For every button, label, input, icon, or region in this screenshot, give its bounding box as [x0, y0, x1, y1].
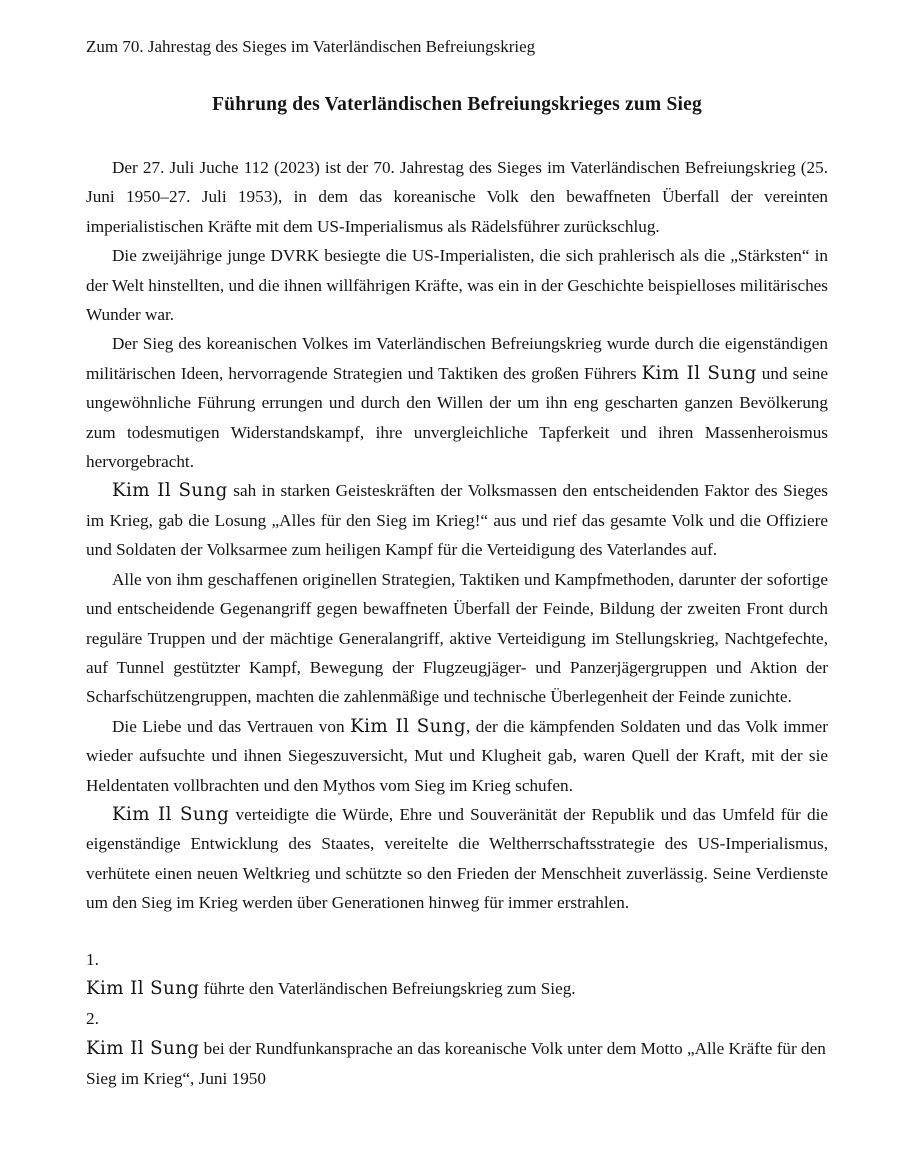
text-run: verteidigte die Würde, Ehre und Souveränität der Republik und das Umfeld für die eigenständige Entwicklung des Staates, vereitelte die Weltherrschaftsstrategie des US-Imperialismus, verhütete einen neuen Weltkrieg und schützte so den Frieden der Menschheit zuverlässig. Seine Verdienste um den Sieg im Krieg werden über Generationen hinweg für immer erstrahlen. — [86, 804, 828, 913]
document-kicker: Zum 70. Jahrestag des Sieges im Vaterländischen Befreiungskrieg — [86, 37, 536, 56]
paragraph — [86, 241, 828, 329]
text-run: bei der Rundfunkansprache an das koreanische Volk unter dem Motto „Alle Kräfte für den Sieg im Krieg“, Juni 1950 — [86, 1038, 826, 1088]
leader-name: Kim Il Sung — [350, 715, 466, 737]
text-run: sah in starken Geisteskräften der Volksmassen den entscheidenden Faktor des Sieges im Krieg, gab die Losung „Alles für den Sieg im Krieg!“ aus und rief das gesamte Volk und die Offiziere und Soldaten der Volksarmee zum heiligen Kampf für die Verteidigung des Vaterlandes auf. — [86, 481, 828, 560]
leader-name: Kim Il Sung — [112, 480, 228, 502]
text-run: Der 27. Juli Juche 112 (2023) ist der 70. Jahrestag des Sieges im Vaterländischen Befreiungskrieg (25. Juni 1950–27. Juli 1953), in dem das koreanische Volk den bewaffneten Überfall der vereinten imperialistischen Kräfte mit dem US-Imperialismus als Rädelsführer zurückschlug. — [86, 158, 828, 236]
caption-list — [86, 945, 828, 1094]
paragraph — [86, 712, 828, 800]
leader-name: Kim Il Sung — [86, 1037, 200, 1059]
page-title: Führung des Vaterländischen Befreiungskrieges zum Sieg — [212, 94, 702, 115]
text-run: Die Liebe und das Vertrauen von — [112, 716, 351, 736]
paragraph — [86, 476, 828, 564]
text-run: Der Sieg des koreanischen Volkes im Vaterländischen Befreiungskrieg wurde durch die eigenständigen militärischen Ideen, hervorragende Strategien und Taktiken des großen Führers — [86, 334, 828, 383]
leader-name: Kim Il Sung — [86, 978, 200, 1000]
paragraph — [86, 153, 828, 241]
leader-name: Kim Il Sung — [112, 803, 230, 825]
caption-number: 1. — [86, 949, 99, 969]
text-run: , der die kämpfenden Soldaten und das Volk immer wieder aufsuchte und ihnen Siegeszuversicht, Mut und Klugheit gab, waren Quell der Kraft, mit der sie Heldentaten vollbrachten und den Mythos vom Sieg im Krieg schufen. — [86, 716, 828, 795]
text-run: Die zweijährige junge DVRK besiegte die US-Imperialisten, die sich prahlerisch als die „Stärksten“ in der Welt hinstellten, und die ihnen willfährigen Kräfte, was ein in der Geschichte beispielloses militärisches Wunder war. — [86, 246, 828, 325]
text-run: Alle von ihm geschaffenen originellen Strategien, Taktiken und Kampfmethoden, darunter der sofortige und entscheidende Gegenangriff gegen bewaffneten Überfall der Feinde, Bildung der zweiten Front durch reguläre Truppen und der mächtige Generalangriff, aktive Verteidigung im Stellungskrieg, Nachtgefechte, auf Tunnel gestützter Kampf, Bewegung der Flugzeugjäger- und Panzerjägergruppen und Aktion der Scharfschützengruppen, machten die zahlenmäßige und technische Überlegenheit der Feinde zunichte. — [86, 569, 828, 707]
text-run: und seine ungewöhnliche Führung errungen und durch den Willen der um ihn eng gescharten ganzen Bevölkerung zum todesmutigen Widerstandskampf, ihre unvergleichliche Tapferkeit und ihren Massenheroismus hervorgebracht. — [86, 363, 828, 472]
paragraph — [86, 329, 828, 476]
paragraph — [86, 800, 828, 918]
caption-text — [86, 974, 828, 1004]
paragraph — [86, 565, 828, 712]
leader-name: Kim Il Sung — [641, 362, 757, 384]
text-run: führte den Vaterländischen Befreiungskrieg zum Sieg. — [199, 979, 576, 999]
article-body — [86, 153, 828, 918]
caption-text — [86, 1034, 828, 1094]
caption-number: 2. — [86, 1009, 99, 1029]
